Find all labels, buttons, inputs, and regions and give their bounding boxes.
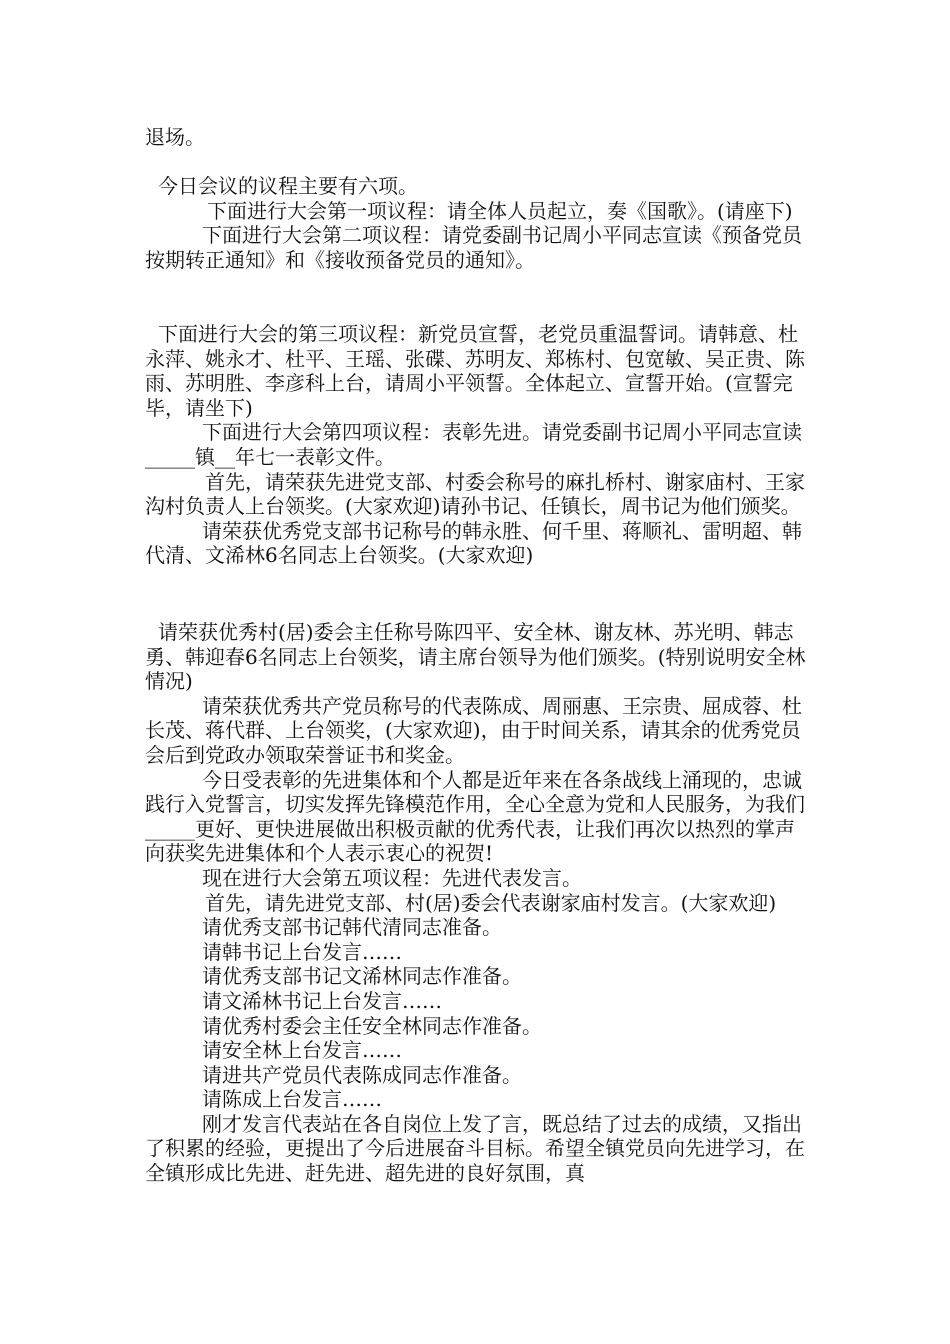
- paragraph-3: 下面进行大会第一项议程：请全体人员起立，奏《国歌》。(请座下): [207, 198, 793, 223]
- paragraph-6: 下面进行大会第四项议程：表彰先进。请党委副书记周小平同志宣读_____镇__年七一表彰文件。: [145, 420, 802, 469]
- paragraph-10: 请荣获优秀共产党员称号的代表陈成、周丽惠、王宗贵、屈成蓉、杜长茂、蒋代群、上台领奖，(大家欢迎)，由于时间关系，请其余的优秀党员会后到党政办领取荣誉证书和奖金。: [145, 693, 802, 767]
- paragraph-17: 请文浠林书记上台发言……: [202, 988, 442, 1013]
- paragraph-7: 首先，请荣获先进党支部、村委会称号的麻扎桥村、谢家庙村、王家沟村负责人上台领奖。(大家欢迎)请孙书记、任镇长，周书记为他们颁奖。: [145, 469, 805, 519]
- text-section-3: [145, 322, 810, 568]
- paragraph-11: 今日受表彰的先进集体和个人都是近年来在各条战线上涌现的，忠诚践行入党誓言，切实发挥先锋模范作用，全心全意为党和人民服务，为我们_____更好、更快进展做出积极贡献的优秀代表，让我们再次以热烈的掌声向获奖先进集体和个人表示衷心的祝贺!: [145, 767, 805, 866]
- paragraph-4: 下面进行大会第二项议程：请党委副书记周小平同志宣读《预备党员按期转正通知》和《接收预备党员的通知》。: [145, 223, 802, 272]
- paragraph-2: 今日会议的议程主要有六项。: [158, 174, 418, 198]
- paragraph-5: 下面进行大会的第三项议程：新党员宣誓，老党员重温誓词。请韩意、杜永萍、姚永才、杜平、王瑶、张碟、苏明友、郑栋村、包宽敏、吴正贵、陈雨、苏明胜、李彦科上台，请周小平领誓。全体起立、宣誓开始。(宣誓完毕，请坐下): [145, 322, 805, 420]
- paragraph-16: 请优秀支部书记文浠林同志作准备。: [202, 964, 522, 989]
- paragraph-18: 请优秀村委会主任安全林同志作准备。: [202, 1013, 542, 1038]
- text-section-4: [145, 620, 810, 1186]
- paragraph-21: 请陈成上台发言……: [202, 1087, 382, 1112]
- paragraph-13: 首先，请先进党支部、村(居)委会代表谢家庙村发言。(大家欢迎): [205, 890, 777, 915]
- paragraph-8: 请荣获优秀党支部书记称号的韩永胜、何千里、蒋顺礼、雷明超、韩代清、文浠林6名同志上台领奖。(大家欢迎): [145, 518, 802, 568]
- paragraph-9: 请荣获优秀村(居)委会主任称号陈四平、安全林、谢友林、苏光明、韩志勇、韩迎春6名同志上台领奖，请主席台领导为他们颁奖。(特别说明安全林情况): [145, 620, 806, 694]
- paragraph-14: 请优秀支部书记韩代清同志准备。: [202, 915, 502, 940]
- text-section-2: [145, 174, 810, 272]
- paragraph-15: 请韩书记上台发言……: [202, 939, 402, 964]
- paragraph-1: 退场。: [145, 125, 205, 149]
- text-section-1: [145, 125, 810, 150]
- paragraph-12: 现在进行大会第五项议程：先进代表发言。: [202, 865, 582, 890]
- paragraph-22: 刚才发言代表站在各自岗位上发了言，既总结了过去的成绩，又指出了积累的经验，更提出了今后进展奋斗目标。希望全镇党员向先进学习，在全镇形成比先进、赶先进、超先进的良好氛围，真: [145, 1111, 805, 1186]
- paragraph-20: 请进共产党员代表陈成同志作准备。: [202, 1062, 522, 1087]
- paragraph-19: 请安全林上台发言……: [202, 1038, 402, 1063]
